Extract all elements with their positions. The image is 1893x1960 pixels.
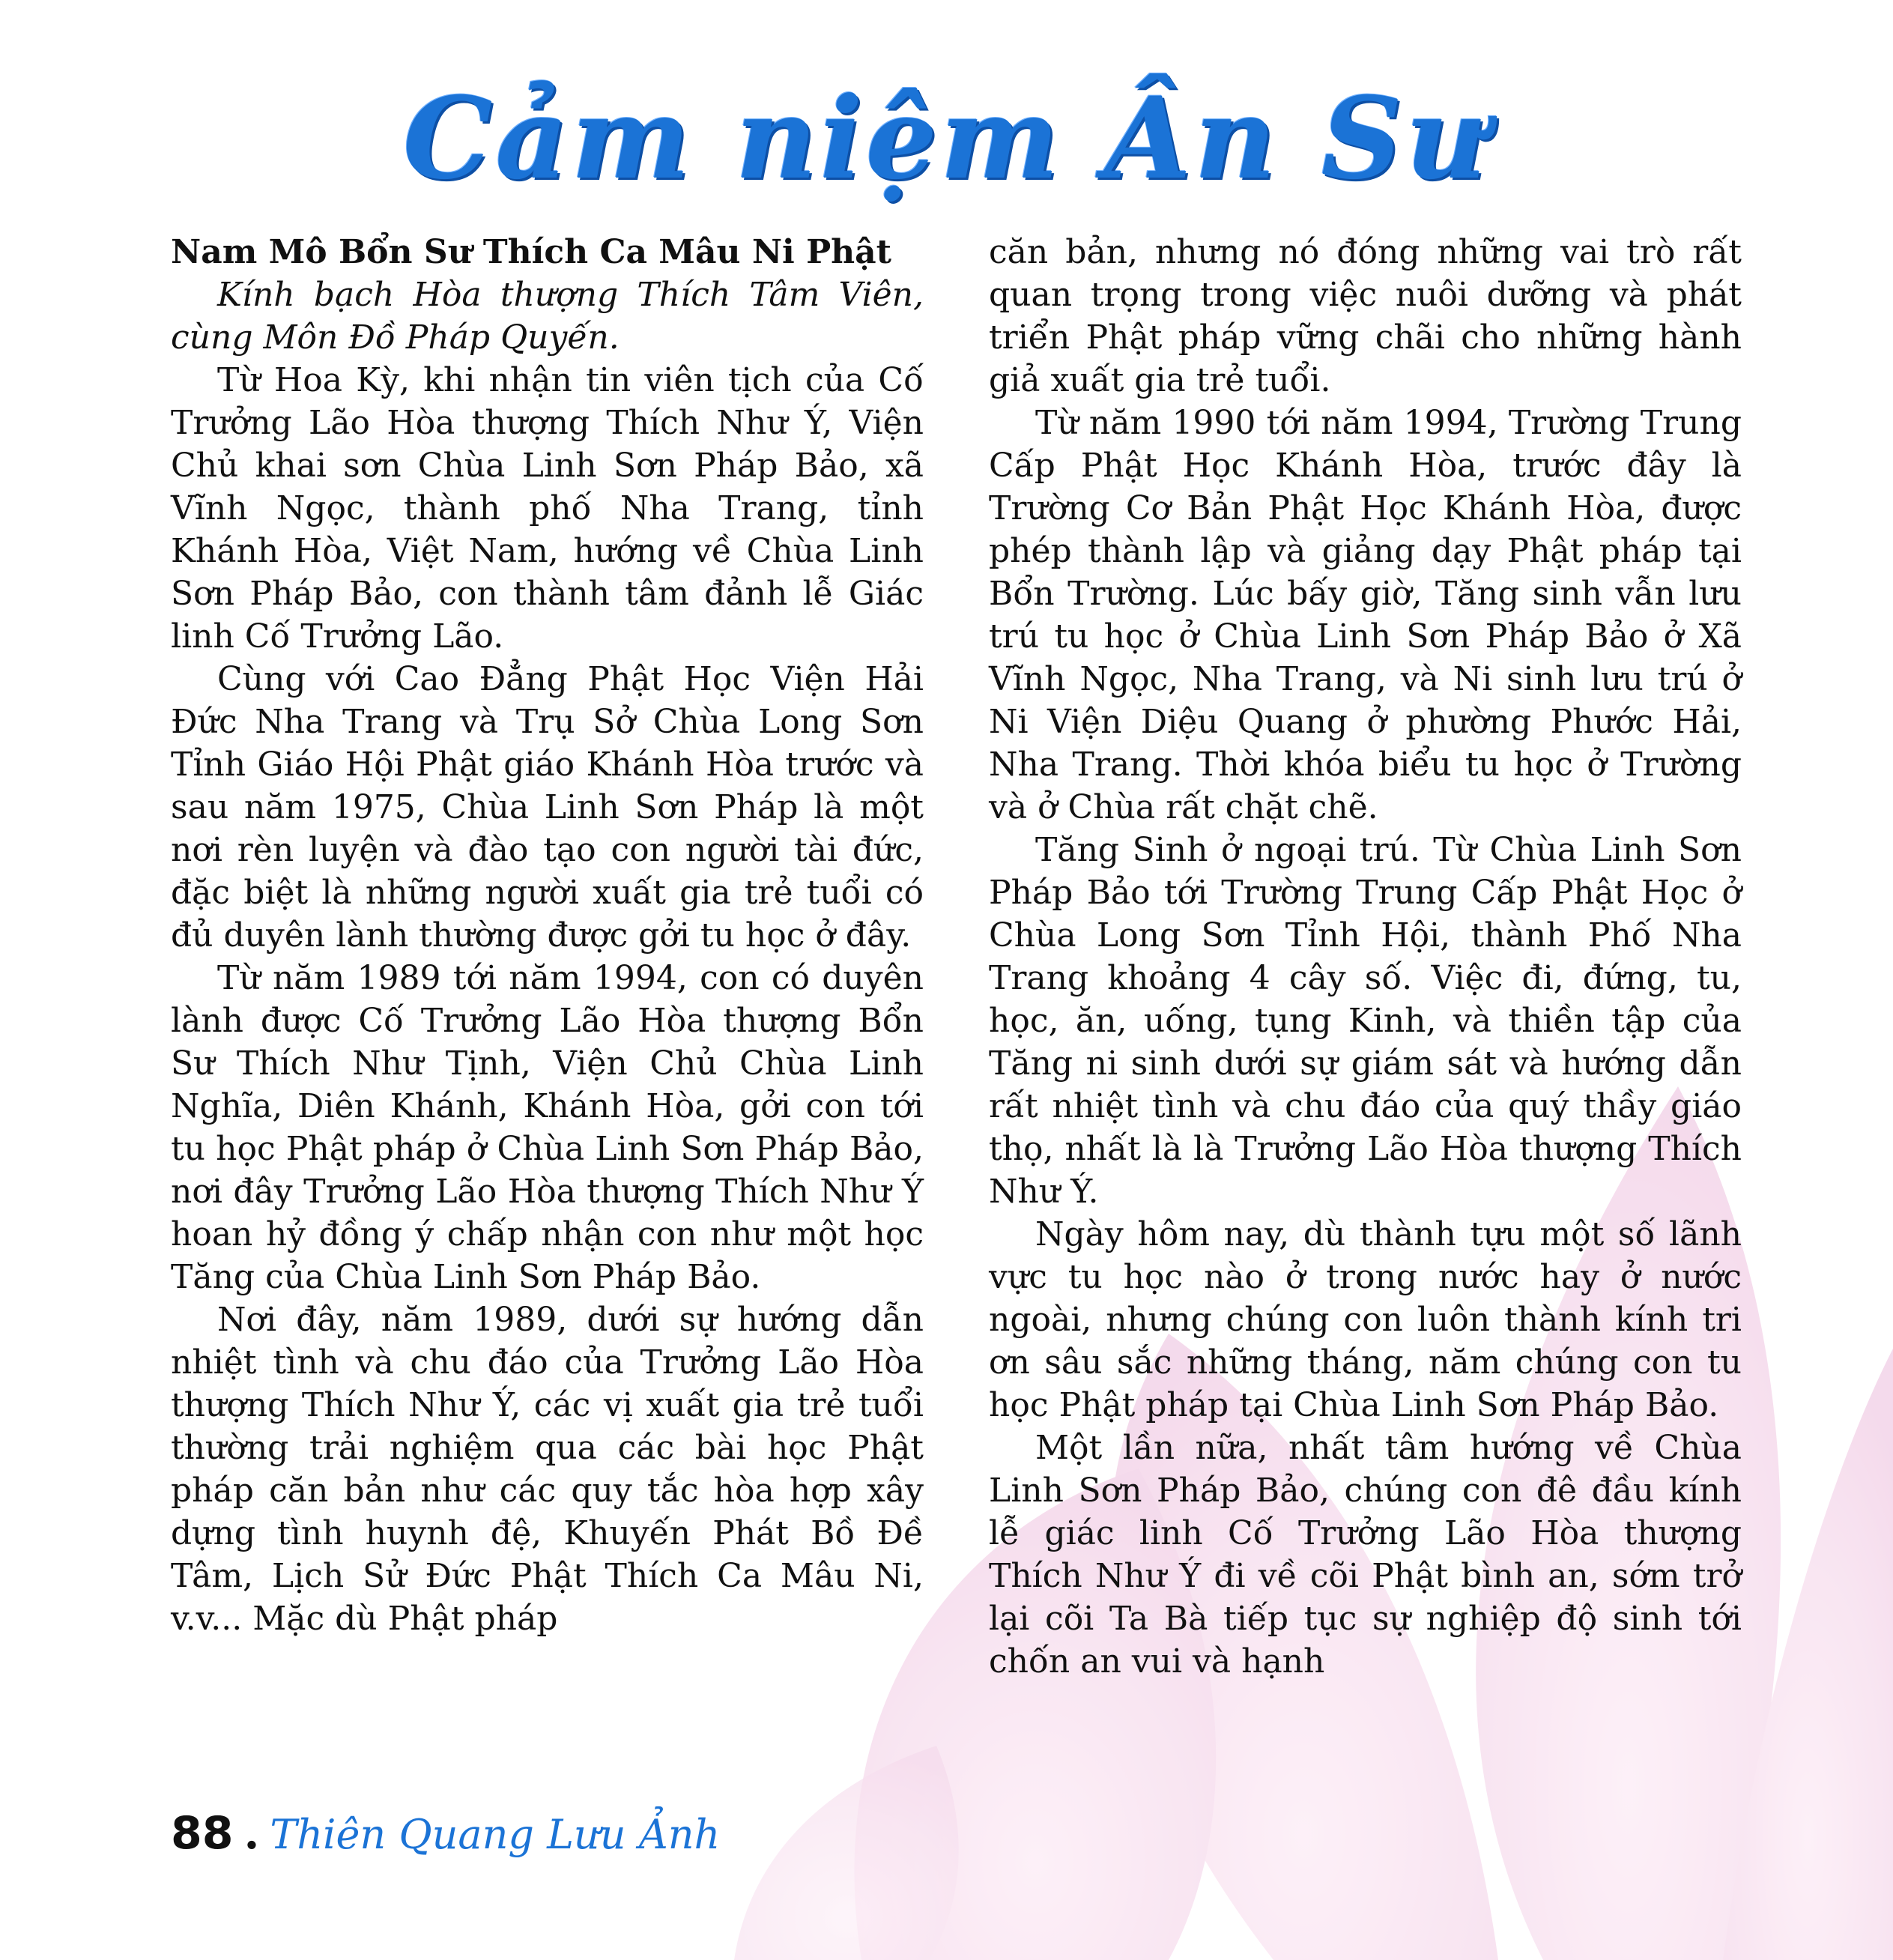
body-paragraph: Tăng Sinh ở ngoại trú. Từ Chùa Linh Sơn Pháp Bảo tới Trường Trung Cấp Phật Học ở Chùa Long Sơn Tỉnh Hội, thành Phố Nha Trang khoảng 4 cây số. Việc đi, đứng, tu, học, ăn, uống, tụng Kinh, và thiền tập của Tăng ni sinh dưới sự giám sát và hướng dẫn rất nhiệt tình và chu đáo của quý thầy giáo thọ, nhất là là Trưởng Lão Hòa thượng Thích Như Ý. — [989, 831, 1742, 1211]
body-paragraph: Một lần nữa, nhất tâm hướng về Chùa Linh Sơn Pháp Bảo, chúng con đê đầu kính lễ giác linh Cố Trưởng Lão Hòa thượng Thích Như Ý đi về cõi Phật bình an, sớm trở lại cõi Ta Bà tiếp tục sự nghiệp độ sinh tới chốn an vui và hạnh — [989, 1429, 1742, 1681]
body-paragraph: Cùng với Cao Đẳng Phật Học Viện Hải Đức Nha Trang và Trụ Sở Chùa Long Sơn Tỉnh Giáo Hội Phật giáo Khánh Hòa trước và sau năm 1975, Chùa Linh Sơn Pháp là một nơi rèn luyện và đào tạo con người tài đức, đặc biệt là những người xuất gia trẻ tuổi có đủ duyên lành thường được gởi tu học ở đây. — [171, 660, 924, 955]
invocation-line: Nam Mô Bổn Sư Thích Ca Mâu Ni Phật — [171, 233, 891, 271]
footer-separator: . — [243, 1807, 260, 1860]
body-paragraph: Từ năm 1990 tới năm 1994, Trường Trung Cấp Phật Học Khánh Hòa, trước đây là Trường Cơ Bản Phật Học Khánh Hòa, được phép thành lập và giảng dạy Phật pháp tại Bổn Trường. Lúc bấy giờ, Tăng sinh vẫn lưu trú tu học ở Chùa Linh Sơn Pháp Bảo ở Xã Vĩnh Ngọc, Nha Trang, và Ni sinh lưu trú ở Ni Viện Diệu Quang ở phường Phước Hải, Nha Trang. Thời khóa biểu tu học ở Trường và ở Chùa rất chặt chẽ. — [989, 404, 1742, 826]
page-number: 88 — [171, 1807, 234, 1860]
body-paragraph: Ngày hôm nay, dù thành tựu một số lãnh vực tu học nào ở trong nước hay ở nước ngoài, nhưng chúng con luôn thành kính tri ơn sâu sắc những tháng, năm chúng con tu học Phật pháp tại Chùa Linh Sơn Pháp Bảo. — [989, 1215, 1742, 1424]
body-paragraph-continued: căn bản, nhưng nó đóng những vai trò rất quan trọng trong việc nuôi dưỡng và phát triển Phật pháp vững chãi cho những hành giả xuất gia trẻ tuổi. — [989, 233, 1742, 399]
page-title: Cảm niệm Ân Sư — [403, 73, 1490, 205]
page-footer — [171, 1807, 720, 1860]
magazine-name: Thiên Quang Lưu Ảnh — [270, 1811, 721, 1858]
body-paragraph: Từ Hoa Kỳ, khi nhận tin viên tịch của Cố Trưởng Lão Hòa thượng Thích Như Ý, Viện Chủ khai sơn Chùa Linh Sơn Pháp Bảo, xã Vĩnh Ngọc, thành phố Nha Trang, tỉnh Khánh Hòa, Việt Nam, hướng về Chùa Linh Sơn Pháp Bảo, con thành tâm đảnh lễ Giác linh Cố Trưởng Lão. — [171, 361, 924, 656]
body-paragraph: Nơi đây, năm 1989, dưới sự hướng dẫn nhiệt tình và chu đáo của Trưởng Lão Hòa thượng Thích Như Ý, các vị xuất gia trẻ tuổi thường trải nghiệm qua các bài học Phật pháp căn bản như các quy tắc hòa hợp xây dựng tình huynh đệ, Khuyến Phát Bồ Đề Tâm, Lịch Sử Đức Phật Thích Ca Mâu Ni, v.v... Mặc dù Phật pháp — [171, 1301, 924, 1638]
left-column — [171, 231, 924, 1640]
right-column — [989, 231, 1742, 1683]
salutation-paragraph: Kính bạch Hòa thượng Thích Tâm Viên, cùng Môn Đồ Pháp Quyến. — [171, 276, 924, 357]
body-paragraph: Từ năm 1989 tới năm 1994, con có duyên lành được Cố Trưởng Lão Hòa thượng Bổn Sư Thích Như Tịnh, Viện Chủ Chùa Linh Nghĩa, Diên Khánh, Khánh Hòa, gởi con tới tu học Phật pháp ở Chùa Linh Sơn Pháp Bảo, nơi đây Trưởng Lão Hòa thượng Thích Như Ý hoan hỷ đồng ý chấp nhận con như một học Tăng của Chùa Linh Sơn Pháp Bảo. — [171, 959, 924, 1296]
